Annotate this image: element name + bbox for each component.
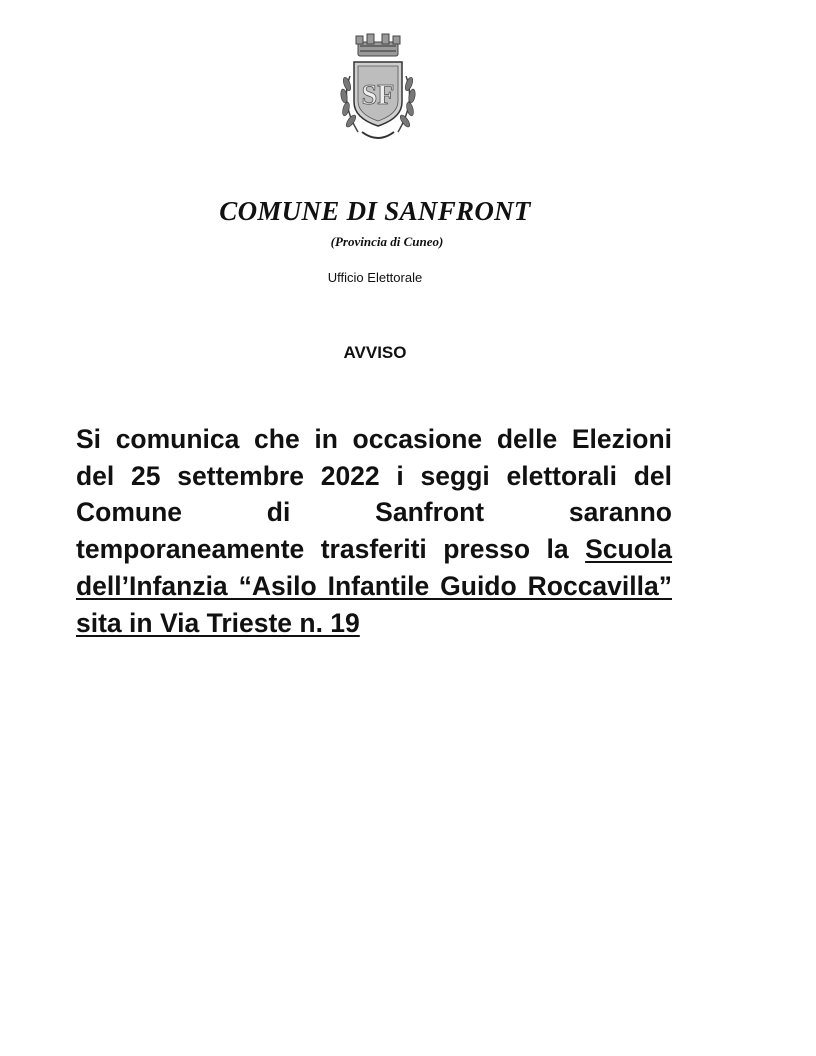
notice-heading: AVVISO	[343, 343, 407, 362]
crown-icon	[356, 34, 400, 56]
ribbon-icon	[362, 132, 394, 138]
province-subtitle: (Provincia di Cuneo)	[330, 234, 444, 249]
crest-monogram: SF	[361, 80, 395, 111]
office-name: Ufficio Elettorale	[327, 270, 423, 285]
municipal-crest	[336, 32, 420, 144]
page-title: COMUNE DI SANFRONT	[219, 196, 531, 226]
notice-text-intro: Si comunica che in occasione delle Elezioni del 25 settembre 2022 i seggi elettorali del Comune di Sanfront saranno temporaneamente trasferiti presso la	[76, 424, 672, 565]
notice-location: Scuola dell’Infanzia “Asilo Infantile Guido Roccavilla” sita in Via Trieste n. 19	[76, 534, 672, 638]
notice-body	[76, 421, 672, 641]
